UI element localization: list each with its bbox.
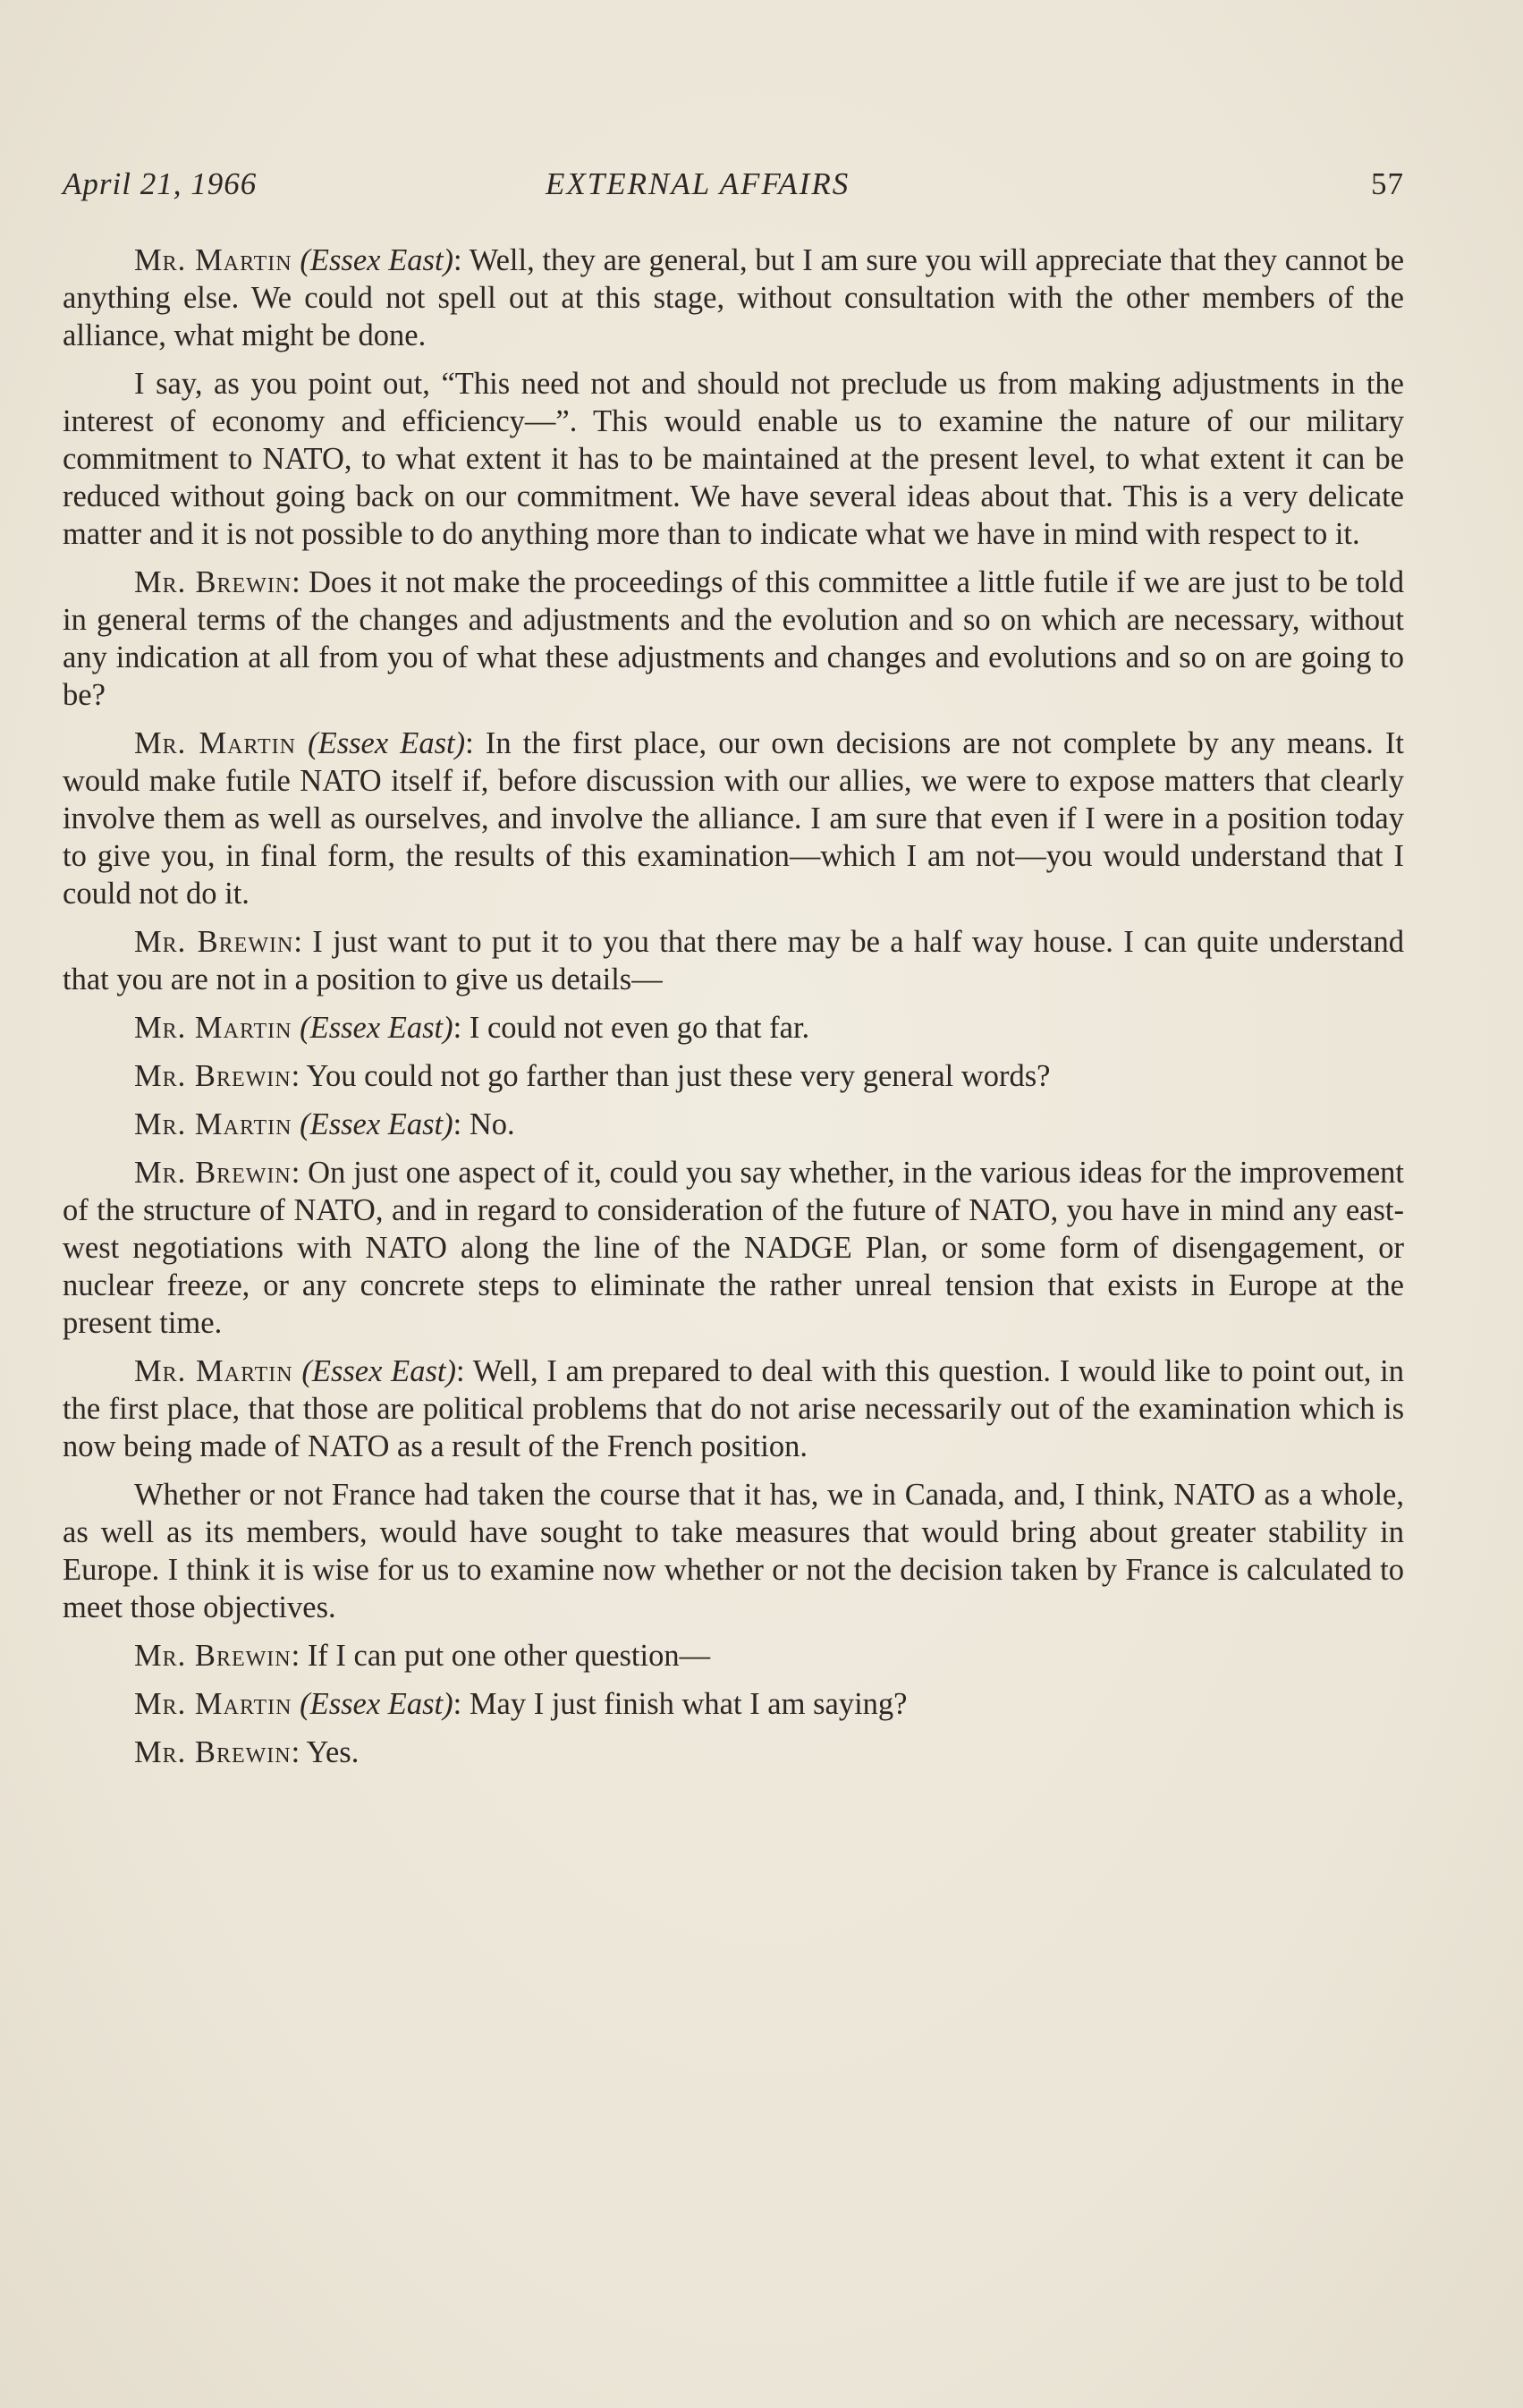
speaker: Mr. Martin xyxy=(134,243,292,277)
paragraph-text: Well, I am prepared to deal with this question. I would like to point out, in the first place, that those are political problems that do not arise necessarily out of the examination which is now being made of NATO as a result of the French position. xyxy=(63,1354,1405,1463)
separator: : xyxy=(456,1354,473,1388)
paragraph-text: No. xyxy=(469,1107,515,1141)
separator: : xyxy=(453,1011,470,1045)
separator: : xyxy=(291,1059,307,1093)
riding: (Essex East) xyxy=(300,243,454,277)
speaker: Mr. Brewin xyxy=(134,565,292,599)
paragraph xyxy=(63,365,1404,553)
paragraph-text: I could not even go that far. xyxy=(469,1011,810,1045)
separator: : xyxy=(465,726,486,760)
speaker: Mr. Martin xyxy=(134,1107,292,1141)
running-head xyxy=(63,166,1404,211)
header-title: EXTERNAL AFFAIRS xyxy=(546,166,850,201)
separator: : xyxy=(293,925,313,959)
paragraph-text: Does it not make the proceedings of this committee a little futile if we are just to be told in general terms of the changes and adjustments and the evolution and so on which are necessary, without any indication at all from you of what these adjustments and changes and evolutions and so on are going to be? xyxy=(63,565,1404,712)
separator: : xyxy=(453,1107,470,1141)
paragraph xyxy=(63,1106,1404,1143)
paragraph-text: Whether or not France had taken the course that it has, we in Canada, and, I think, NATO as a whole, as well as its members, would have sought to take measures that would bring about greater stability in Europe. I think it is wise for us to examine now whether or not the decision taken by France is calculated to meet those objectives. xyxy=(63,1478,1404,1624)
separator: : xyxy=(291,1639,308,1673)
page-number: 57 xyxy=(1371,166,1404,201)
separator: : xyxy=(453,1687,470,1721)
paragraph xyxy=(63,564,1404,714)
riding: (Essex East) xyxy=(308,726,466,760)
speaker: Mr. Brewin xyxy=(134,1639,292,1673)
paragraph-text: May I just finish what I am saying? xyxy=(469,1687,908,1721)
paragraph-text: If I can put one other question— xyxy=(307,1639,711,1673)
paragraph xyxy=(63,242,1404,354)
paragraph-text: Yes. xyxy=(306,1735,360,1769)
paragraph xyxy=(63,1685,1404,1723)
riding: (Essex East) xyxy=(301,1354,457,1388)
speaker: Mr. Martin xyxy=(134,1354,293,1388)
separator: : xyxy=(292,565,309,599)
paragraph xyxy=(63,1734,1404,1771)
paragraph xyxy=(63,923,1404,998)
speaker: Mr. Martin xyxy=(134,726,296,760)
speaker: Mr. Martin xyxy=(134,1011,292,1045)
speaker: Mr. Brewin xyxy=(134,1156,292,1190)
speaker: Mr. Brewin xyxy=(134,1735,292,1769)
paragraph xyxy=(63,1476,1404,1626)
paragraph xyxy=(63,725,1404,912)
paragraph xyxy=(63,1057,1404,1095)
separator: : xyxy=(291,1156,309,1190)
speaker: Mr. Martin xyxy=(134,1687,292,1721)
paragraph-text: In the first place, our own decisions are not complete by any means. It would make futile NATO itself if, before discussion with our allies, we were to expose matters that clearly involve them as well as ourselves, and involve the alliance. I am sure that even if I were in a position today to give you, in final form, the results of this examination—which I am not—you would understand that I could not do it. xyxy=(63,726,1404,911)
header-date: April 21, 1966 xyxy=(63,166,258,201)
riding: (Essex East) xyxy=(300,1687,453,1721)
separator: : xyxy=(453,243,470,277)
paragraph-text: On just one aspect of it, could you say whether, in the various ideas for the improvement of the structure of NATO, and in regard to consideration of the future of NATO, you have in mind any east-west negotiations with NATO along the line of the NADGE Plan, or some form of disengagement, or nuclear freeze, or any concrete steps to eliminate the rather unreal tension that exists in Europe at the present time. xyxy=(63,1156,1404,1340)
speaker: Mr. Brewin xyxy=(134,1059,292,1093)
riding: (Essex East) xyxy=(300,1107,453,1141)
paragraph xyxy=(63,1009,1404,1047)
transcript-body xyxy=(63,242,1404,1782)
paragraph-text: I just want to put it to you that there may be a half way house. I can quite understand that you are not in a position to give us details— xyxy=(63,925,1405,996)
speaker: Mr. Brewin xyxy=(134,925,294,959)
separator: : xyxy=(291,1735,307,1769)
riding: (Essex East) xyxy=(300,1011,453,1045)
paragraph xyxy=(63,1154,1404,1342)
paragraph xyxy=(63,1637,1404,1675)
paragraph-text: Well, they are general, but I am sure you will appreciate that they cannot be anything else. We could not spell out at this stage, without consultation with the other members of the alliance, what might be done. xyxy=(63,243,1405,352)
paragraph-text: I say, as you point out, “This need not and should not preclude us from making adjustments in the interest of economy and efficiency—”. This would enable us to examine the nature of our military commitment to NATO, to what extent it has to be maintained at the present level, to what extent it can be reduced without going back on our commitment. We have several ideas about that. This is a very delicate matter and it is not possible to do anything more than to indicate what we have in mind with respect to it. xyxy=(63,367,1404,551)
paragraph xyxy=(63,1352,1404,1465)
paragraph-text: You could not go farther than just these very general words? xyxy=(306,1059,1051,1093)
